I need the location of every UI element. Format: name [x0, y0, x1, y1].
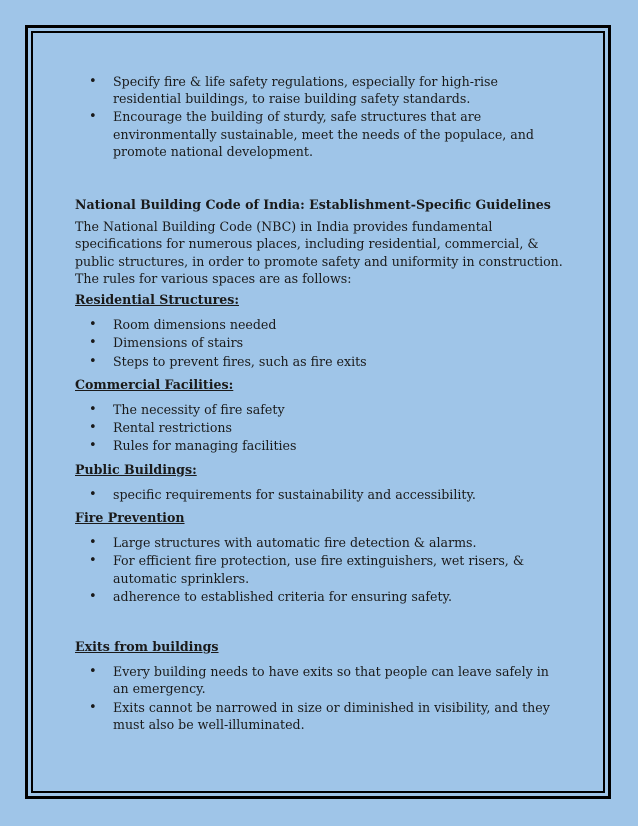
list-item: • Large structures with automatic fire detection & alarms.: [75, 534, 565, 551]
residential-list: [75, 316, 565, 370]
exits-list: [75, 663, 565, 733]
exits-heading: Exits from buildings: [75, 639, 219, 655]
list-item: • Encourage the building of sturdy, safe structures that are environmentally sustainable, meet the needs of the populace, and promote national development.: [75, 108, 565, 160]
list-item: • Rental restrictions: [75, 419, 565, 436]
list-item: • adherence to established criteria for ensuring safety.: [75, 588, 565, 605]
list-item: • Steps to prevent fires, such as fire exits: [75, 353, 565, 370]
list-item: • Dimensions of stairs: [75, 334, 565, 351]
list-item: • For efficient fire protection, use fire extinguishers, wet risers, & automatic sprinklers.: [75, 552, 565, 586]
section-heading: National Building Code of India: Establishment-Specific Guidelines: [75, 197, 551, 213]
fire-heading: Fire Prevention: [75, 510, 185, 526]
list-item: • Exits cannot be narrowed in size or diminished in visibility, and they must also be well-illuminated.: [75, 699, 565, 733]
list-item: • Rules for managing facilities: [75, 437, 565, 454]
commercial-list: [75, 401, 565, 455]
intro-list: [75, 73, 565, 160]
list-item: • Room dimensions needed: [75, 316, 565, 333]
public-list: [75, 486, 565, 503]
document-content: [75, 73, 565, 734]
fire-list: [75, 534, 565, 605]
list-item: • The necessity of fire safety: [75, 401, 565, 418]
section-paragraph: The National Building Code (NBC) in India provides fundamental specifications for numerous places, including residential, commercial, & public structures, in order to promote safety and uniformity in construction. The rules for various spaces are as follows:: [75, 219, 563, 286]
list-item: • specific requirements for sustainability and accessibility.: [75, 486, 565, 503]
list-item: • Every building needs to have exits so that people can leave safely in an emergency.: [75, 663, 565, 697]
public-heading: Public Buildings:: [75, 461, 197, 477]
residential-heading: Residential Structures:: [75, 292, 239, 308]
commercial-heading: Commercial Facilities:: [75, 376, 234, 392]
list-item: • Specify fire & life safety regulations, especially for high-rise residential buildings, to raise building safety standards.: [75, 73, 565, 107]
